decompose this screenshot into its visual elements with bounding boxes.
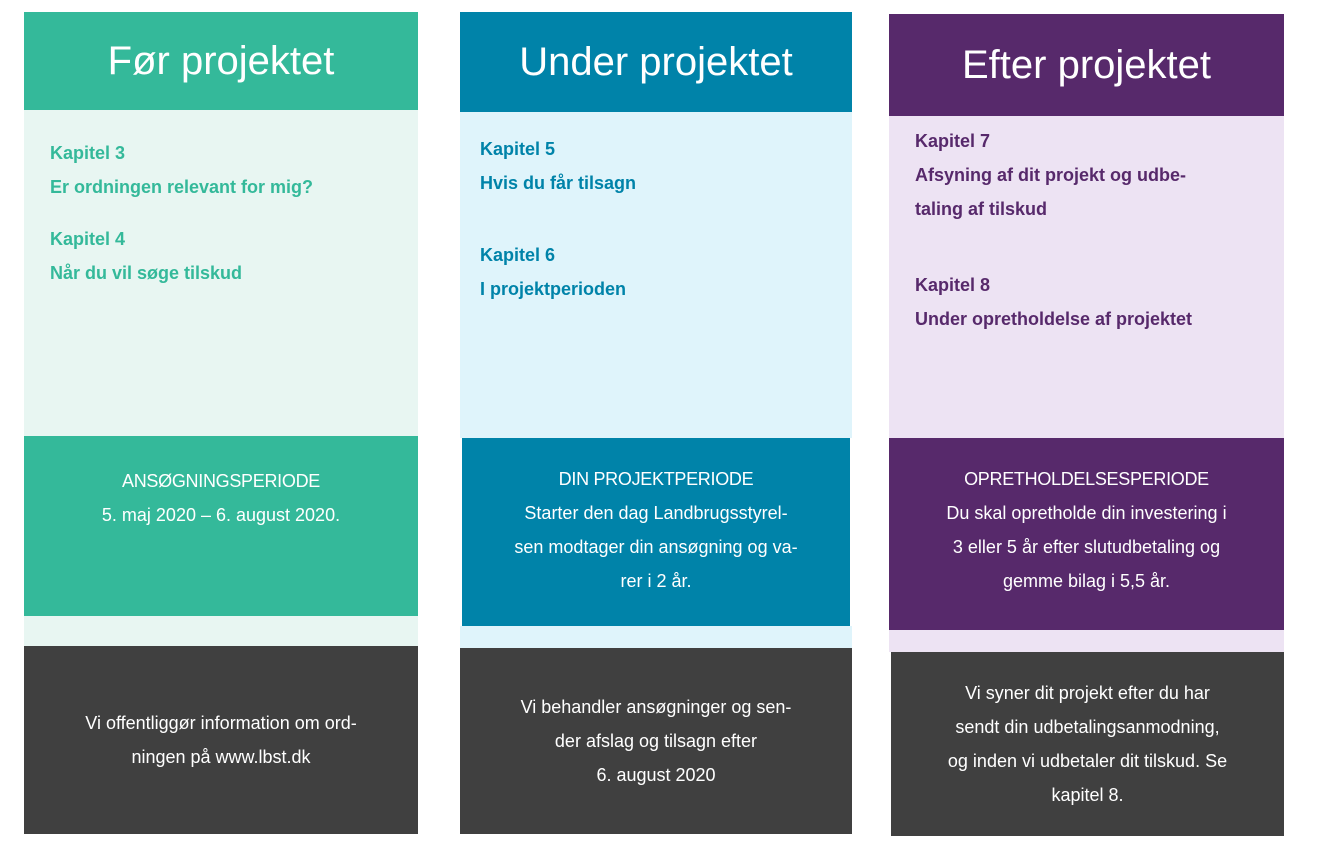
period-title: OPRETHOLDELSESPERIODE (964, 469, 1209, 489)
chapter-title: Når du vil søge tilskud (50, 263, 243, 283)
column-during-project (460, 0, 852, 851)
footer-text: kapitel 8. (1051, 785, 1124, 805)
period-text: Starter den dag Landbrugsstyrel- (524, 503, 788, 523)
info-footer (24, 646, 418, 834)
period-text: gemme bilag i 5,5 år. (1002, 571, 1171, 591)
info-footer (460, 648, 852, 834)
period-panel (462, 438, 850, 626)
chapter-title: Hvis du får tilsagn (480, 173, 637, 193)
chapter-title: taling af tilskud (915, 199, 1048, 219)
spacer (24, 616, 418, 646)
chapter-label: Kapitel 6 (480, 245, 556, 265)
period-title: DIN PROJEKTPERIODE (558, 469, 754, 489)
chapter-label: Kapitel 4 (50, 229, 126, 249)
column-before-project (24, 0, 418, 851)
chapter-section (50, 222, 242, 290)
column-after-project (889, 0, 1284, 851)
chapter-section (50, 136, 313, 204)
footer-text: Vi syner dit projekt efter du har (965, 683, 1210, 703)
column-header (460, 12, 852, 112)
footer-text: 6. august 2020 (596, 765, 716, 785)
column-header (889, 14, 1284, 116)
chapter-title: I projektperioden (480, 279, 627, 299)
column-title: Før projektet (107, 38, 335, 83)
period-text: 3 eller 5 år efter slutudbetaling og (952, 537, 1221, 557)
column-header (24, 12, 418, 110)
footer-text: sendt din udbetalingsanmodning, (955, 717, 1220, 737)
period-title: ANSØGNINGSPERIODE (122, 471, 320, 491)
spacer (460, 626, 852, 648)
chapter-label: Kapitel 7 (915, 131, 991, 151)
footer-text: Vi offentliggør information om ord- (85, 713, 357, 733)
spacer (889, 630, 1284, 652)
chapter-label: Kapitel 3 (50, 143, 126, 163)
period-text: sen modtager din ansøgning og va- (514, 537, 798, 557)
chapter-panel (889, 116, 1284, 438)
chapter-title: Under opretholdelse af projektet (915, 309, 1193, 329)
chapter-section (915, 268, 1192, 336)
footer-text: Vi behandler ansøgninger og sen- (520, 697, 792, 717)
column-title: Efter projektet (961, 42, 1211, 87)
info-footer (891, 652, 1284, 836)
chapter-panel (24, 110, 418, 436)
period-text: rer i 2 år. (620, 571, 692, 591)
period-panel (889, 438, 1284, 630)
chapter-section (915, 124, 1186, 226)
column-title: Under projektet (519, 39, 793, 84)
chapter-title: Er ordningen relevant for mig? (50, 177, 314, 197)
period-text: Du skal opretholde din investering i (946, 503, 1227, 523)
period-panel (24, 436, 418, 616)
chapter-title: Afsyning af dit projekt og udbe- (915, 165, 1186, 185)
footer-text: ningen på www.lbst.dk (131, 747, 311, 767)
period-text: 5. maj 2020 – 6. august 2020. (101, 505, 341, 525)
footer-text: der afslag og tilsagn efter (554, 731, 758, 751)
chapter-panel (460, 112, 852, 438)
chapter-section (480, 132, 636, 200)
chapter-section (480, 238, 626, 306)
chapter-label: Kapitel 5 (480, 139, 556, 159)
chapter-label: Kapitel 8 (915, 275, 991, 295)
footer-text: og inden vi udbetaler dit tilskud. Se (947, 751, 1228, 771)
